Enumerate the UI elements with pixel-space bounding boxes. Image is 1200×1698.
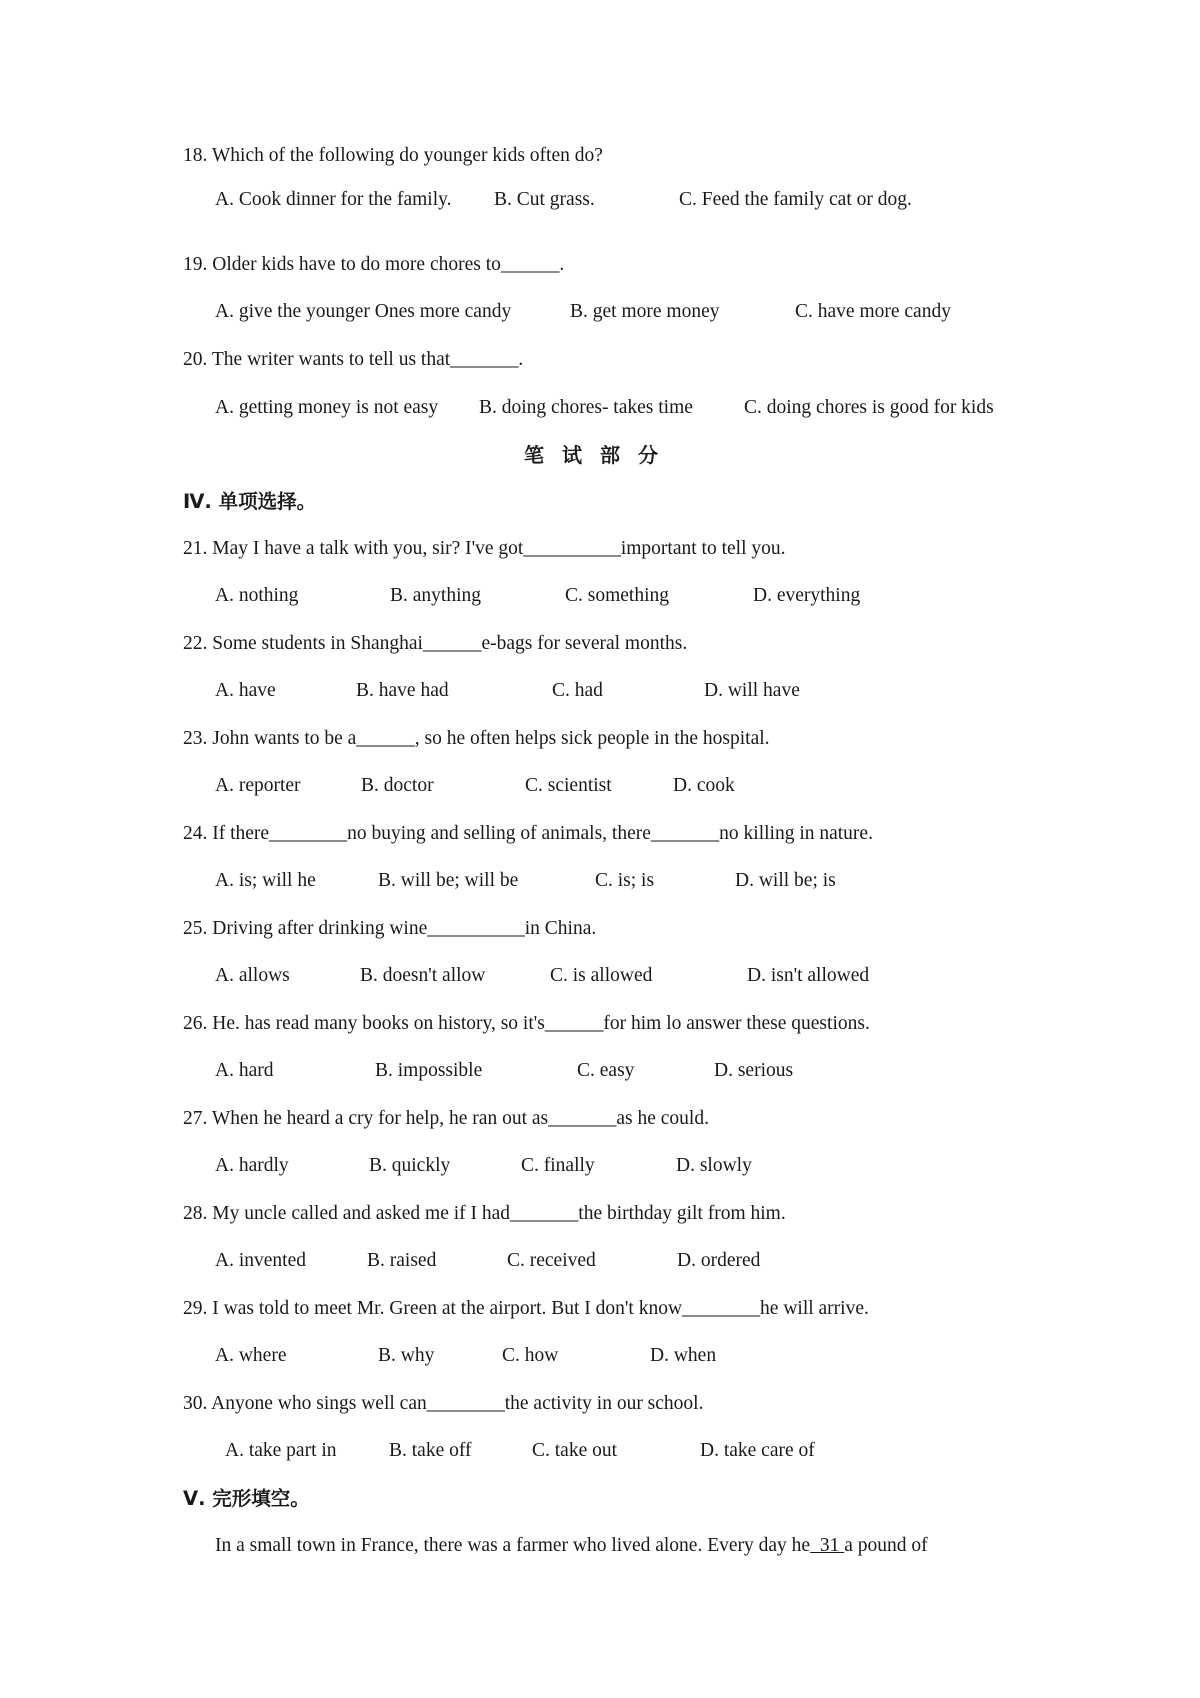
options-20: [215, 395, 1095, 421]
option-28-d: D. ordered: [677, 1250, 761, 1271]
question-26: 26. He. has read many books on history, so it's______for him lo answer these questions.: [183, 1013, 870, 1034]
option-24-d: D. will be; is: [735, 870, 836, 891]
options-22: [215, 678, 1095, 704]
section-5-heading: Ⅴ. 完形填空。: [183, 1487, 310, 1510]
question-21: 21. May I have a talk with you, sir? I've got__________important to tell you.: [183, 538, 786, 559]
option-30-c: C. take out: [532, 1440, 618, 1461]
option-29-a: A. where: [215, 1345, 287, 1366]
question-24: 24. If there________no buying and selling of animals, there_______no killing in nature.: [183, 823, 873, 844]
question-23: 23. John wants to be a______, so he often helps sick people in the hospital.: [183, 728, 770, 749]
option-29-c: C. how: [502, 1345, 559, 1366]
option-21-b: B. anything: [390, 585, 481, 606]
option-28-b: B. raised: [367, 1250, 437, 1271]
option-30-b: B. take off: [389, 1440, 472, 1461]
question-19: 19. Older kids have to do more chores to______.: [183, 254, 565, 275]
question-25: 25. Driving after drinking wine__________in China.: [183, 918, 597, 939]
option-24-a: A. is; will he: [215, 870, 316, 891]
option-18-b: B. Cut grass.: [494, 189, 595, 210]
question-20: 20. The writer wants to tell us that_______.: [183, 349, 524, 370]
option-30-a: A. take part in: [225, 1440, 337, 1461]
question-22: 22. Some students in Shanghai______e-bags for several months.: [183, 633, 688, 654]
cloze-blank-31: 31: [810, 1535, 845, 1556]
options-26: [215, 1058, 1095, 1084]
options-28: [215, 1248, 1095, 1274]
option-30-d: D. take care of: [700, 1440, 815, 1461]
option-19-c: C. have more candy: [795, 301, 951, 322]
option-20-c: C. doing chores is good for kids: [744, 397, 994, 418]
option-23-a: A. reporter: [215, 775, 301, 796]
option-25-c: C. is allowed: [550, 965, 653, 986]
cloze-paragraph: [215, 1533, 928, 1559]
options-19: [215, 299, 1095, 325]
options-23: [215, 773, 1095, 799]
option-19-b: B. get more money: [570, 301, 720, 322]
option-22-a: A. have: [215, 680, 276, 701]
cloze-text-before: In a small town in France, there was a farmer who lived alone. Every day he: [215, 1535, 811, 1556]
option-26-d: D. serious: [714, 1060, 794, 1081]
question-28: 28. My uncle called and asked me if I had_______the birthday gilt from him.: [183, 1203, 786, 1224]
option-23-c: C. scientist: [525, 775, 612, 796]
options-24: [215, 868, 1095, 894]
option-27-a: A. hardly: [215, 1155, 289, 1176]
option-25-d: D. isn't allowed: [747, 965, 870, 986]
question-30: 30. Anyone who sings well can________the activity in our school.: [183, 1393, 704, 1414]
options-21: [215, 583, 1095, 609]
option-19-a: A. give the younger Ones more candy: [215, 301, 512, 322]
option-26-c: C. easy: [577, 1060, 635, 1081]
option-21-c: C. something: [565, 585, 670, 606]
options-25: [215, 963, 1095, 989]
option-24-c: C. is; is: [595, 870, 655, 891]
option-20-a: A. getting money is not easy: [215, 397, 439, 418]
options-27: [215, 1153, 1095, 1179]
option-29-b: B. why: [378, 1345, 435, 1366]
option-23-b: B. doctor: [361, 775, 434, 796]
option-18-c: C. Feed the family cat or dog.: [679, 189, 912, 210]
option-28-a: A. invented: [215, 1250, 306, 1271]
written-section-title: 笔试部分: [524, 443, 676, 467]
option-29-d: D. when: [650, 1345, 717, 1366]
option-27-d: D. slowly: [676, 1155, 752, 1176]
question-29: 29. I was told to meet Mr. Green at the airport. But I don't know________he will arrive.: [183, 1298, 869, 1319]
section-4-heading: Ⅳ. 单项选择。: [183, 490, 317, 513]
option-18-a: A. Cook dinner for the family.: [215, 189, 452, 210]
option-27-c: C. finally: [521, 1155, 595, 1176]
option-22-c: C. had: [552, 680, 603, 701]
option-21-d: D. everything: [753, 585, 861, 606]
option-20-b: B. doing chores- takes time: [479, 397, 693, 418]
question-18: 18. Which of the following do younger kids often do?: [183, 145, 603, 166]
options-30: [225, 1438, 1105, 1464]
option-28-c: C. received: [507, 1250, 596, 1271]
options-29: [215, 1343, 1095, 1369]
option-25-b: B. doesn't allow: [360, 965, 486, 986]
options-18: [215, 187, 1095, 213]
option-24-b: B. will be; will be: [378, 870, 519, 891]
option-23-d: D. cook: [673, 775, 735, 796]
option-26-b: B. impossible: [375, 1060, 483, 1081]
option-21-a: A. nothing: [215, 585, 299, 606]
cloze-text-after: a pound of: [844, 1535, 928, 1556]
option-22-b: B. have had: [356, 680, 449, 701]
question-27: 27. When he heard a cry for help, he ran out as_______as he could.: [183, 1108, 709, 1129]
option-27-b: B. quickly: [369, 1155, 451, 1176]
option-25-a: A. allows: [215, 965, 290, 986]
option-22-d: D. will have: [704, 680, 800, 701]
option-26-a: A. hard: [215, 1060, 274, 1081]
